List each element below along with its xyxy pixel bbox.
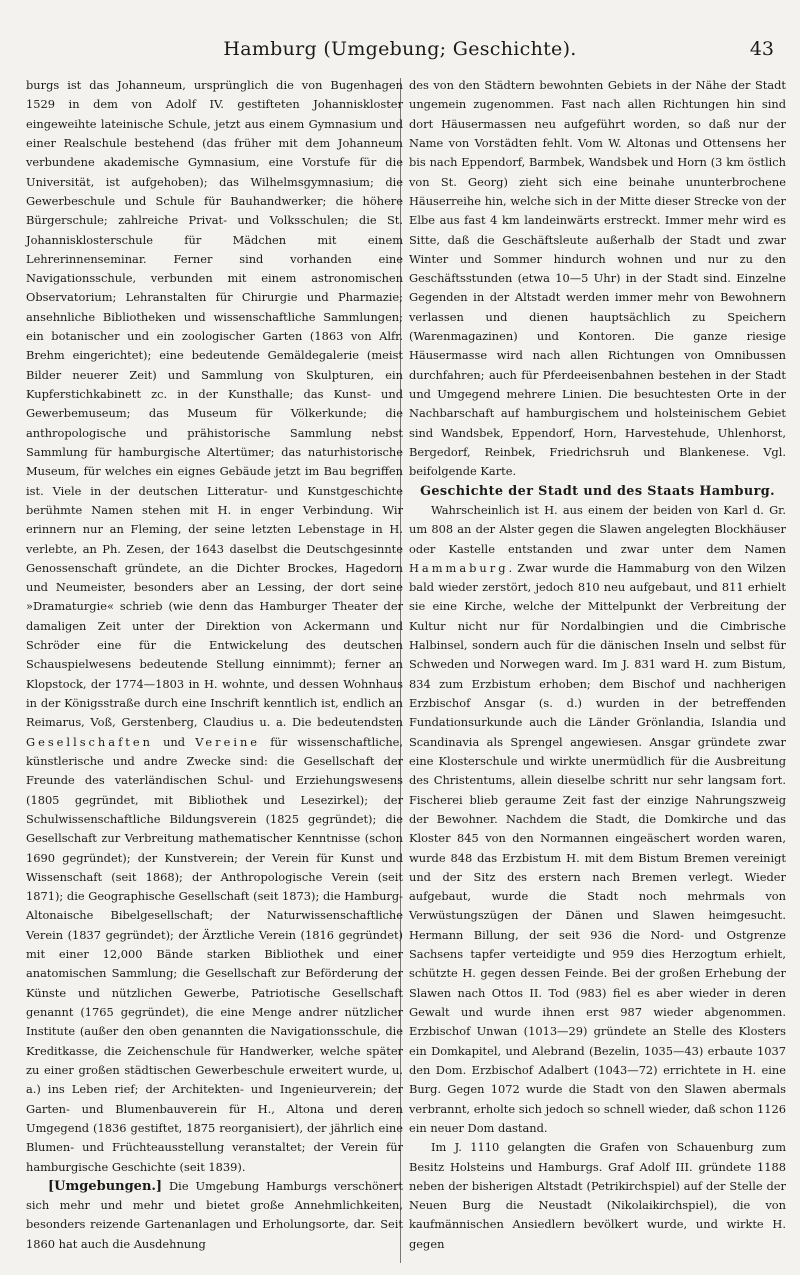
- spaced-term: Vereine: [195, 734, 261, 749]
- section-heading: Geschichte der Stadt und des Staats Hamburg.: [420, 483, 775, 499]
- inline-section-head: [Umgebungen.]: [48, 1178, 163, 1194]
- text-run: Die Umgebung Hamburgs verschönert sich mehr und mehr und bietet große Annehmlichkeiten, besonders reizende Gartenanlagen und Erholungsorte, dar. Seit 1860 hat auch die Ausdehnung: [26, 1178, 403, 1251]
- umgebungen-paragraph: [26, 1177, 403, 1254]
- page-number: 43: [749, 38, 774, 60]
- text-run: für wissenschaftliche, künstlerische und andre Zwecke sind: die Gesellschaft der Freunde des vaterländischen Schul- und Erziehungswesens (1805 gegründet, mit Bibliothek und Lesezirkel); der Schulwissenschaftliche Bildungsverein (1825 gegründet); die Gesellschaft zur Verbreitung mathematischer Kenntnisse (schon 1690 gegründet); der Kunstverein; der Verein für Kunst und Wissenschaft (seit 1868); der Anthropologische Verein (seit 1871); die Geographische Gesellschaft (seit 1873); die Hamburg-Altonaische Bibelgesellschaft; der Naturwissenschaftliche Verein (1837 gegründet); der Ärztliche Verein (1816 gegründet) mit einer 12,000 Bände starken Bibliothek und einer anatomischen Sammlung; die Gesellschaft zur Beförderung der Künste und nützlichen Gewerbe, Patriotische Gesellschaft genannt (1765 gegründet), die eine Menge andrer nützlicher Institute (außer den oben genannten die Navigationsschule, die Kreditkasse, die Zeichenschule für Handwerker, welche später zu einer großen städtischen Gewerbeschule erweitert wurde, u. a.) ins Leben rief; der Architekten- und Ingenieurverein; der Garten- und Blumenbauverein für H., Altona und deren Umgegend (1836 gestiftet, 1875 reorganisiert), der jährlich eine Blumen- und Früchteausstellung veranstaltet; der Verein für hamburgische Geschichte (seit 1839).: [26, 734, 404, 1174]
- suburbs-paragraph: des von den Städtern bewohnten Gebiets in der Nähe der Stadt ungemein zugenommen. Fast nach allen Richtungen hin sind dort Häusermassen neu aufgeführt worden, so daß nur der Name von Vorstädten fehlt. Vom W. Altonas und Ottensens her bis nach Eppendorf, Barmbek, Wandsbek und Horn (3 km östlich von St. Georg) zieht sich eine beinahe ununterbrochene Häuserreihe hin, welche sich in der Mitte dieser Strecke von der Elbe aus fast 4 km landeinwärts erstreckt. Immer mehr wird es Sitte, daß die Geschäftsleute außerhalb der Stadt und zwar Winter und Sommer hindurch wohnen und nur zu den Geschäftsstunden (etwa 10—5 Uhr) in der Stadt sind. Einzelne Gegenden in der Altstadt werden immer mehr von Bewohnern verlassen und dienen hauptsächlich zu Speichern (Warenmagazinen) und Kontoren. Die ganze riesige Häusermasse wird nach allen Richtungen von Omnibussen durchfahren; auch für Pferdeeisenbahnen bestehen in der Stadt und Umgegend mehrere Linien. Die besuchtesten Orte in der Nachbarschaft auf hamburgischem und holsteinischem Gebiet sind Wandsbek, Eppendorf, Horn, Harvestehude, Uhlenhorst, Bergedorf, Reinbek, Friedrichsruh und Blankenese. Vgl. beifolgende Karte.: [409, 78, 786, 479]
- text-run: burgs ist das Johanneum, ursprünglich die von Bugenhagen 1529 in dem von Adolf IV. gestifteten Johanniskloster eingeweihte lateinische Schule, jetzt aus einem Gymnasium und einer Realschule bestehend (das früher mit dem Johanneum verbundene akademische Gymnasium, eine Vorstufe für die Universität, ist aufgehoben); das Wilhelmsgymnasium; die Gewerbeschule und Schule für Bauhandwerker; die höhere Bürgerschule; zahlreiche Privat- und Volksschulen; die St. Johannisklosterschule für Mädchen mit einem Lehrerinnenseminar. Ferner sind vorhanden eine Navigationsschule, verbunden mit einem astronomischen Observatorium; Lehranstalten für Chirurgie und Pharmazie; ansehnliche Bibliotheken und wissenschaftliche Sammlungen; ein botanischer und ein zoologischer Garten (1863 von Alfr. Brehm eingerichtet); eine bedeutende Gemäldegalerie (meist Bilder neuerer Zeit) und Sammlung von Skulpturen, ein Kupferstichkabinett zc. in der Kunsthalle; das Kunst- und Gewerbemuseum; das Museum für Völkerkunde; die anthropologische und prähistorische Sammlung nebst Sammlung für hamburgische Altertümer; das naturhistorische Museum, für welches ein eignes Gebäude jetzt im Bau begriffen ist. Viele in der deutschen Litteratur- und Kunstgeschichte berühmte Namen stehen mit H. in enger Verbindung. Wir erinnern nur an Fleming, der seine letzten Lebenstage in H. verlebte, an Ph. Zesen, der 1643 daselbst die Deutschgesinnte Genossenschaft gründete, an die Dichter Brockes, Hagedorn und Neumeister, besonders aber an Lessing, der dort seine »Dramaturgie« schrieb (wie denn das Hamburger Theater der damaligen Zeit unter der Direktion von Ackermann und Schröder eine für die Entwickelung des deutschen Schauspielwesens bedeutende Stellung einnimmt); ferner an Klopstock, der 1774—1803 in H. wohnte, und dessen Wohnhaus in der Königsstraße durch eine Inschrift kenntlich ist, endlich an Reimarus, Voß, Gerstenberg, Claudius u. a. Die bedeutendsten: [26, 78, 403, 730]
- text-run: Wahrscheinlich ist H. aus einem der beiden von Karl d. Gr. um 808 an der Alster gegen die Slawen angelegten Blockhäuser oder Kastelle entstanden und zwar unter dem Namen: [409, 502, 786, 556]
- history-paragraph: [409, 501, 786, 1138]
- left-column: [26, 76, 403, 1254]
- text-run: und: [163, 734, 186, 749]
- spaced-term: Gesellschaften: [26, 734, 153, 749]
- spaced-term: Hammaburg: [409, 560, 509, 575]
- schools-and-societies-paragraph: [26, 76, 403, 1177]
- running-title: Hamburg (Umgebung; Geschichte).: [223, 38, 577, 60]
- schauenburg-paragraph: Im J. 1110 gelangten die Grafen von Schauenburg zum Besitz Holsteins und Hamburgs. Graf Adolf III. gründete 1188 neben der bisherigen Altstadt (Petrikirchspiel) auf der Stelle der Neuen Burg die Neustadt (Nikolaikirchspiel), die von kaufmännischen Ansiedlern bevölkert wurde, und wirkte H. gegen: [409, 1140, 786, 1251]
- right-column: [409, 76, 786, 1254]
- page-header: [26, 38, 774, 68]
- text-run: . Zwar wurde die Hammaburg von den Wilzen bald wieder zerstört, jedoch 810 neu aufgebaut, und 811 erhielt sie eine Kirche, welche der Mittelpunkt der Verbreitung der Kultur nicht nur für Nordalbingien und die Cimbrische Halbinsel, sondern auch für die dänischen Inseln und selbst für Schweden und Norwegen ward. Im J. 831 ward H. zum Bistum, 834 zum Erzbistum erhoben; dem Bischof und nachherigen Erzbischof Ansgar (s. d.) wurden in der betreffenden Fundationsurkunde auch die Länder Grönlandia, Islandia und Scandinavia als Sprengel angewiesen. Ansgar gründete zwar eine Klosterschule und wirkte unermüdlich für die Ausbreitung des Christentums, allein dieselbe schritt nur sehr langsam fort. Fischerei blieb geraume Zeit fast der einzige Nahrungszweig der Bewohner. Nachdem die Stadt, die Domkirche und das Kloster 845 von den Normannen eingeäschert worden waren, wurde 848 das Erzbistum H. mit dem Bistum Bremen vereinigt und der Sitz des erstern nach Bremen verlegt. Wieder aufgebaut, wurde die Stadt noch mehrmals von Verwüstungszügen der Dänen und Slawen heimgesucht. Hermann Billung, der seit 936 die Nord- und Ostgrenze Sachsens tapfer verteidigte und 959 dies Herzogtum erhielt, schützte H. gegen dessen Feinde. Bei der großen Erhebung der Slawen nach Ottos II. Tod (983) fiel es aber wieder in deren Gewalt und wurde ihnen erst 987 wieder abgenommen. Erzbischof Unwan (1013—29) gründete an Stelle des Klosters ein Domkapitel, und Alebrand (Bezelin, 1035—43) erbaute 1037 den Dom. Erzbischof Adalbert (1043—72) errichtete in H. eine Burg. Gegen 1072 wurde die Stadt von den Slawen abermals verbrannt, erholte sich jedoch so schnell wieder, daß schon 1126 ein neuer Dom dastand.: [409, 560, 786, 1135]
